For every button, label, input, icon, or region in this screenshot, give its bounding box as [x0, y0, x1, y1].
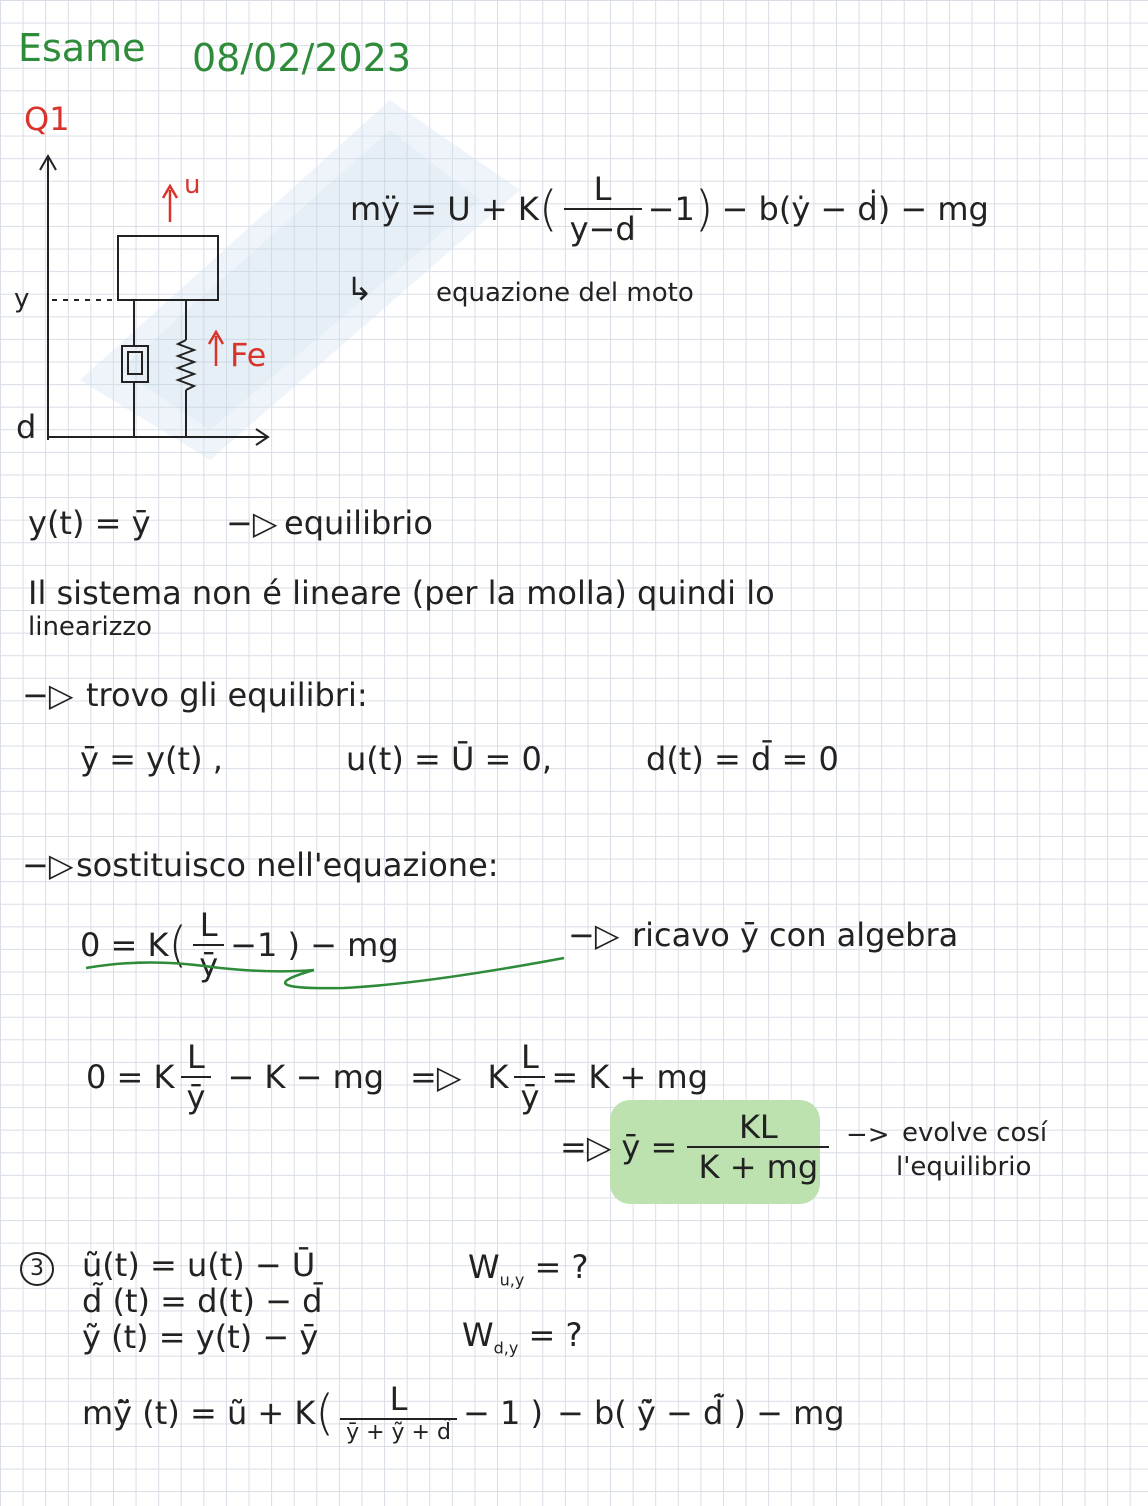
substitute-eq-lhs: 0 = K [80, 926, 169, 964]
final-eq-fraction [340, 1380, 457, 1445]
find-eq-arrow: −▷ [22, 676, 74, 714]
deviation-u: ũ(t) = u(t) − Ū [82, 1246, 316, 1284]
substitute-text: sostituisco nell'equazione: [76, 846, 499, 884]
final-eq-tail-a: − 1 ) [462, 1393, 543, 1432]
transfer-w-dy: $W_{d,y}$ = ? [462, 1316, 583, 1358]
final-frac-den: ȳ + ỹ + d̃ [340, 1418, 457, 1445]
result-num: KL [738, 1108, 778, 1146]
final-equation: mỹ̈ (t) = ũ + K ( $\frac{L}{\text{ȳ + ỹ + d̃}}$ − 1 ) − b( ỹ̇ − d̃̇ ) − mg [82, 1380, 845, 1445]
result-den: K + mg [687, 1146, 829, 1186]
deviation-d: d̃ (t) = d(t) − d̄ [82, 1282, 323, 1320]
find-eq-text: trovo gli equilibri: [86, 676, 368, 714]
algebra-implies: =▷ [410, 1058, 462, 1096]
substitute-note: ricavo ȳ con algebra [632, 916, 959, 954]
result-equation [560, 1108, 835, 1186]
find-eq-item-3: d(t) = d̄ = 0 [646, 740, 839, 778]
step-number: 3 [20, 1252, 54, 1286]
question-label: Q1 [24, 100, 70, 138]
substitute-arrow: −▷ [22, 846, 74, 884]
deviation-y: ỹ (t) = y(t) − ȳ [82, 1318, 319, 1356]
step-3-marker [20, 1252, 54, 1286]
algebra-mid: − K − mg [227, 1058, 385, 1096]
algebra-fraction [181, 1038, 212, 1116]
equilibrium-condition: y(t) = ȳ [28, 504, 151, 542]
input-u-label: u [184, 170, 201, 200]
final-eq-tail-b: − b( ỹ̇ − d̃̇ ) − mg [556, 1393, 845, 1432]
find-eq-item-2: u(t) = Ū = 0, [346, 740, 553, 778]
axis-d-label: d [16, 408, 37, 446]
result-arrow: −> [846, 1120, 890, 1150]
algebra-rhs: = K + mg [551, 1058, 708, 1096]
algebra-frac-num: L [187, 1038, 205, 1076]
algebra-lhs: 0 = K [86, 1058, 175, 1096]
substitute-frac-num: L [199, 906, 218, 944]
equilibrium-arrow: −▷ [226, 504, 278, 542]
algebra-rhs-k: K [487, 1058, 509, 1096]
result-note-2: l'equilibrio [896, 1152, 1032, 1182]
result-fraction [687, 1108, 829, 1186]
axis-y-label: y [14, 284, 30, 314]
mass-spring-damper-diagram [10, 150, 300, 450]
force-fe-label: Fe [230, 336, 267, 374]
final-eq-lhs: mỹ̈ (t) = ũ + K [82, 1393, 316, 1432]
nonlinear-line-1: Il sistema non é lineare (per la molla) quindi lo [28, 574, 775, 612]
motion-eq-frac-den: y−d [564, 208, 642, 248]
motion-eq-tail-b: − b(ẏ − ḋ) − mg [721, 190, 989, 228]
algebra-rhs-frac-num: L [521, 1038, 539, 1076]
result-note-1: evolve cosí [902, 1118, 1048, 1148]
motion-note: equazione del moto [436, 278, 694, 308]
algebra-rhs-frac-den: ȳ [514, 1076, 545, 1116]
exam-date: 08/02/2023 [192, 36, 412, 80]
substitute-eq-rhs: −1 ) − mg [230, 926, 399, 964]
motion-eq-lhs: mÿ = U + K [350, 190, 539, 228]
substitute-equation: 0 = K ( $\frac{L}{ȳ}$ −1 ) − mg [80, 906, 399, 984]
nonlinear-line-2: linearizzo [28, 612, 152, 642]
algebra-equation [86, 1038, 708, 1116]
green-underline [84, 950, 574, 996]
result-lhs: ȳ = [621, 1128, 678, 1166]
transfer-w-uy: $W_{u,y}$ = ? [468, 1248, 589, 1290]
motion-eq-frac-num: L [593, 170, 612, 208]
result-implies: =▷ [560, 1128, 612, 1166]
motion-equation: mÿ = U + K ( $\frac{L}{y-d}$ −1 ) − b(ẏ − ḋ) − mg [350, 170, 989, 248]
substitute-note-arrow: −▷ [568, 916, 620, 954]
final-frac-num: L [389, 1380, 408, 1418]
page-title: Esame [18, 26, 146, 70]
motion-eq-tail-a: −1 [647, 190, 695, 228]
motion-note-arrow: ↳ [346, 270, 373, 308]
algebra-rhs-fraction [514, 1038, 545, 1116]
substitute-frac-den: ȳ [193, 944, 224, 984]
equilibrium-label: equilibrio [284, 504, 433, 542]
algebra-frac-den: ȳ [181, 1076, 212, 1116]
find-eq-item-1: ȳ = y(t) , [80, 740, 223, 778]
motion-eq-fraction [564, 170, 642, 248]
